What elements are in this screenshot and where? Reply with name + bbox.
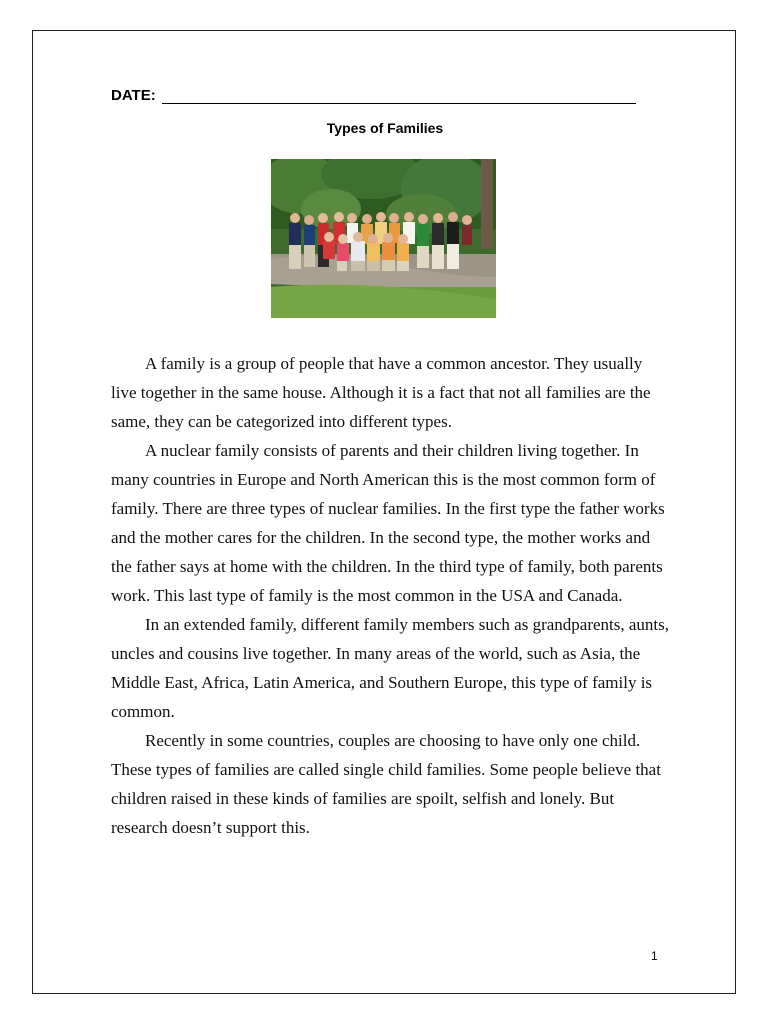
body-text xyxy=(111,349,671,842)
paragraph-nuclear-family: A nuclear family consists of parents and their children living together. In many countries in Europe and North American this is the most common form of family. There are three types of nuclear families. In the first type the father works and the mother cares for the children. In the second type, the mother works and the father says at home with the children. In the third type of family, both parents work. This last type of family is the most common in the USA and Canada. xyxy=(111,441,665,605)
paragraph-extended-family: In an extended family, different family members such as grandparents, aunts, uncles and cousins live together. In many areas of the world, such as Asia, the Middle East, Africa, Latin America, and Southern Europe, this type of family is common. xyxy=(111,615,669,721)
date-blank-line[interactable] xyxy=(162,89,636,104)
paragraph-single-child-family: Recently in some countries, couples are choosing to have only one child. These types of families are called single child families. Some people believe that children raised in these kinds of families are spoilt, selfish and lonely. But research doesn’t support this. xyxy=(111,731,661,837)
date-field xyxy=(111,87,636,104)
page-number: 1 xyxy=(651,949,658,963)
worksheet-page xyxy=(32,30,736,994)
family-group-photo xyxy=(271,159,496,318)
page-title: Types of Families xyxy=(326,120,444,136)
date-label: DATE: xyxy=(111,87,156,104)
paragraph-family-definition: A family is a group of people that have a common ancestor. They usually live together in the same house. Although it is a fact that not all families are the same, they can be categorized into different types. xyxy=(111,354,651,431)
